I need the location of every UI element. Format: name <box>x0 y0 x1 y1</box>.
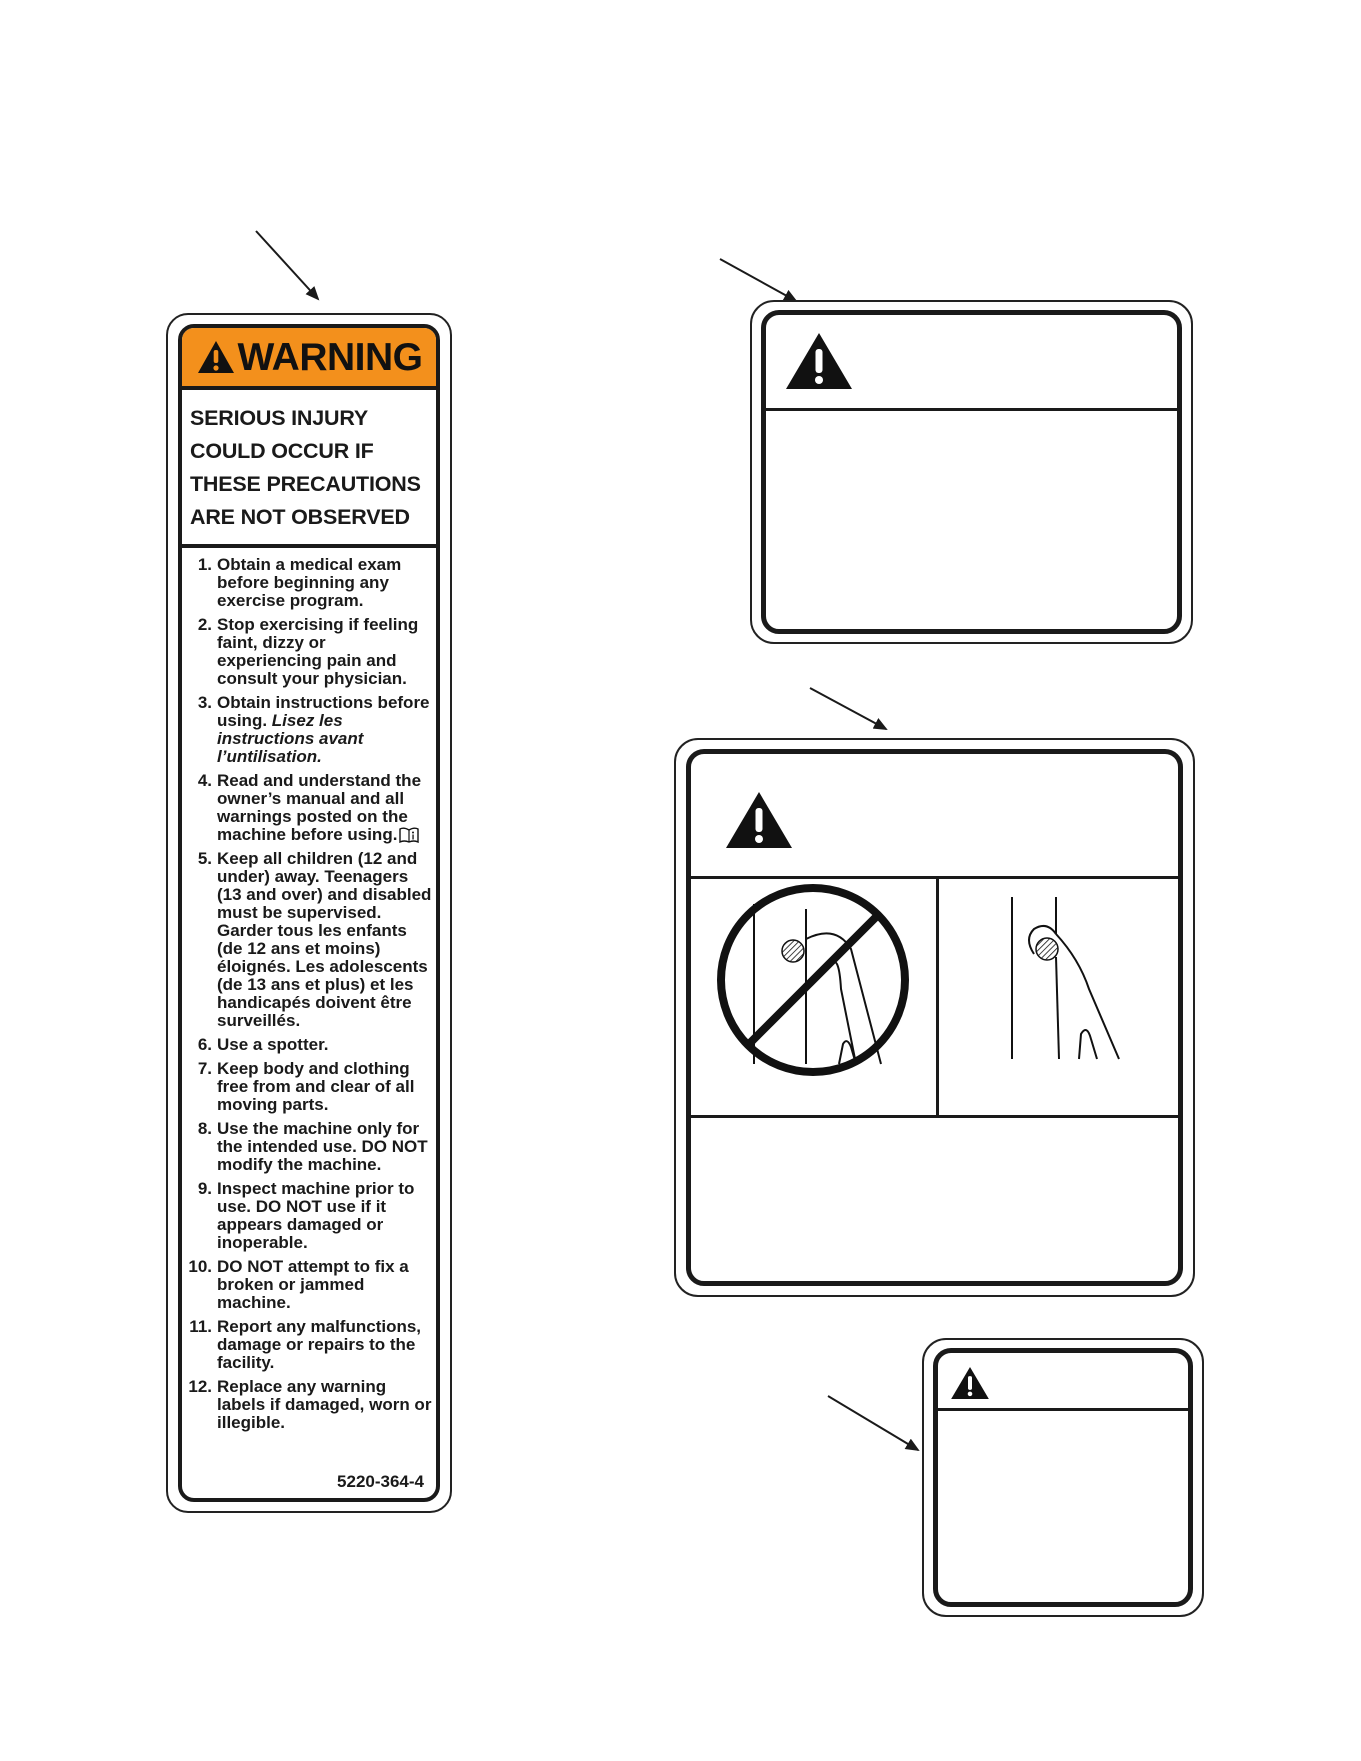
prohibited-pin-placement-icon <box>691 879 936 1115</box>
precaution-list <box>182 548 436 1432</box>
item-text: Use a spotter. <box>217 1035 329 1054</box>
item-number: 7. <box>197 1059 212 1078</box>
precaution-item <box>184 1258 432 1312</box>
item-text <box>217 694 432 766</box>
blank-label-c <box>674 738 1195 1297</box>
pointer-arrow-label-b <box>720 259 796 301</box>
label-d-header <box>938 1353 1188 1405</box>
precaution-item <box>184 1378 432 1432</box>
precaution-item <box>184 694 432 766</box>
item-text: Obtain a medical exam before beginning any exercise program. <box>217 555 402 610</box>
item-number: 2. <box>197 615 212 634</box>
precaution-item <box>184 1036 432 1054</box>
item-text: DO NOT attempt to fix a broken or jammed machine. <box>217 1257 409 1312</box>
serious-line: THESE PRECAUTIONS <box>190 472 421 496</box>
serious-line: ARE NOT OBSERVED <box>190 505 410 529</box>
item-number: 1. <box>197 555 212 574</box>
item-text: Keep all children (12 and under) away. Teenagers (13 and over) and disabled must be supervised. Garder tous les enfants (de 12 ans et moins) éloignés. Les adolescents (de 13 ans et plus) et les handicapés doivent être surveillés. <box>217 849 432 1030</box>
item-text-fr: Lisez les instructions avant l’untilisation. <box>217 711 364 766</box>
precaution-item <box>184 850 432 1030</box>
warning-triangle-icon <box>950 1365 990 1401</box>
item-text: Report any malfunctions, damage or repairs to the facility. <box>217 1317 422 1372</box>
item-number: 3. <box>197 693 212 712</box>
label-b-border <box>761 310 1182 634</box>
label-d-border <box>933 1348 1193 1607</box>
blank-label-d <box>922 1338 1204 1617</box>
label-c-bottom-divider <box>691 1115 1178 1118</box>
warning-word: WARNING <box>237 335 423 379</box>
item-text: Inspect machine prior to use. DO NOT use if it appears damaged or inoperable. <box>217 1179 415 1252</box>
blank-label-b <box>750 300 1193 644</box>
item-number: 8. <box>197 1119 212 1138</box>
label-d-divider <box>938 1408 1188 1411</box>
item-number: 5. <box>197 849 212 868</box>
warning-label <box>166 313 452 1513</box>
manual-book-icon <box>399 827 419 843</box>
item-text <box>217 772 432 844</box>
item-text-body: Read and understand the owner’s manual and all warnings posted on the machine before using. <box>217 771 422 844</box>
precaution-item <box>184 772 432 844</box>
serious-injury-statement <box>182 390 436 548</box>
part-number: 5220-364-4 <box>337 1472 424 1491</box>
serious-line: SERIOUS INJURY <box>190 406 368 430</box>
pointer-arrow-label-d <box>828 1396 918 1450</box>
precaution-item <box>184 556 432 610</box>
warning-triangle-icon <box>724 788 794 852</box>
item-number: 12. <box>188 1377 212 1396</box>
item-text: Stop exercising if feeling faint, dizzy or experiencing pain and consult your physician. <box>217 615 419 688</box>
precaution-item <box>184 616 432 688</box>
correct-pin-placement-icon <box>939 879 1179 1115</box>
item-number: 11. <box>189 1317 212 1336</box>
warning-label-border <box>178 324 440 1502</box>
item-number: 9. <box>197 1179 212 1198</box>
item-number: 10. <box>188 1257 212 1276</box>
item-number: 6. <box>197 1035 212 1054</box>
label-b-divider <box>766 408 1177 411</box>
precaution-item <box>184 1180 432 1252</box>
label-c-header <box>691 754 1178 874</box>
warning-header <box>182 328 436 390</box>
warning-triangle-icon <box>784 331 854 391</box>
precaution-item <box>184 1060 432 1114</box>
serious-line: COULD OCCUR IF <box>190 439 374 463</box>
label-c-border <box>686 749 1183 1286</box>
item-number: 4. <box>197 771 212 790</box>
item-text: Keep body and clothing free from and clear of all moving parts. <box>217 1059 415 1114</box>
precaution-item <box>184 1318 432 1372</box>
pointer-arrow-label-c <box>810 688 886 729</box>
label-b-header <box>766 315 1177 405</box>
item-text: Use the machine only for the intended use. DO NOT modify the machine. <box>217 1119 428 1174</box>
warning-triangle-icon <box>196 339 236 375</box>
item-text: Replace any warning labels if damaged, worn or illegible. <box>217 1377 432 1432</box>
item-text-en: Obtain instructions before using. <box>217 693 430 730</box>
precaution-item <box>184 1120 432 1174</box>
label-c-image-row <box>691 879 1178 1115</box>
